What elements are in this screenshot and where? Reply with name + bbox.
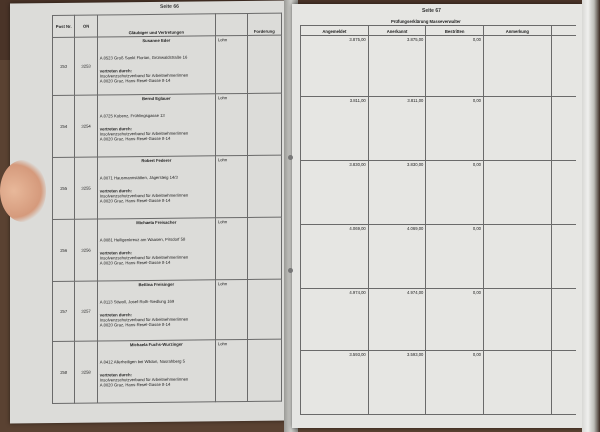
amount-angemeldet: 3.875,00 (301, 36, 369, 97)
header-angemeldet: Angemeldet (301, 26, 369, 36)
right-page-title: Seite 67 (422, 8, 441, 14)
amount-anerkannt: 4.069,00 (368, 225, 426, 289)
amount-angemeldet: 4.069,00 (301, 225, 369, 289)
post-nr: 257 (53, 281, 75, 341)
amount-bestritten: 0,00 (426, 36, 484, 97)
creditor-address: A 8113 Stiwoll, Josef-Roth-Siedlung 169 (99, 298, 175, 305)
creditor-cell (97, 94, 215, 157)
amount-angemeldet: 3.593,00 (301, 351, 369, 415)
amount-anerkannt: 3.830,00 (368, 161, 426, 225)
header-on: ON (75, 15, 97, 37)
creditor-cell (97, 218, 215, 281)
creditor-name: Bettina Freisinger (138, 281, 175, 288)
table-row (301, 289, 577, 351)
right-page (292, 4, 582, 428)
amount-bestritten: 0,00 (426, 351, 484, 415)
creditor-address: A 8081 Heiligenkreuz am Waasen, Pirsdorf 58 (99, 236, 186, 243)
header-post-nr: Post Nr. (53, 15, 75, 37)
creditor-name: Michaela Fuchs-Wurzinger (129, 341, 183, 348)
table-row (301, 225, 577, 289)
representation-label: vertreten durch: (99, 126, 132, 132)
table-row (53, 93, 282, 157)
representative-name: Insolvenzschutzverband für Arbeitnehmer/innen (99, 192, 189, 199)
creditor-address: A 8725 Kobenz, Frühlingsgasse 13 (99, 112, 165, 119)
on-number: 3254 (75, 95, 97, 157)
verification-table (300, 18, 576, 415)
rank-cell: Lohn (215, 155, 247, 217)
header-bestritten: Bestritten (426, 26, 484, 36)
claim-cell (247, 339, 281, 401)
thumb (0, 160, 46, 222)
rank-cell: Lohn (215, 339, 247, 401)
on-number: 3256 (75, 219, 97, 281)
representative-address: A 8020 Graz, Hans-Resel-Gasse 8-14 (99, 259, 171, 266)
creditor-name: Susanne Eder (142, 37, 171, 44)
amount-anerkannt: 3.811,00 (368, 97, 426, 161)
representative-name: Insolvenzschutzverband für Arbeitnehmer/innen (99, 316, 189, 323)
representation-label: vertreten durch: (99, 312, 132, 318)
representation-label: vertreten durch: (99, 188, 132, 194)
amount-anerkannt: 4.974,00 (368, 289, 426, 351)
creditor-table (52, 13, 282, 404)
amount-bestritten: 0,00 (426, 225, 484, 289)
creditor-name: Michaela Freisacher (136, 219, 177, 226)
claim-cell (247, 93, 281, 155)
table-row (301, 36, 577, 97)
creditor-cell (97, 156, 215, 219)
creditor-address: A 8412 Allerheiligen bei Wildon, Nasrahberg 5 (99, 358, 185, 365)
left-page (10, 1, 288, 424)
representation-label: vertreten durch: (99, 250, 132, 256)
rank-cell: Lohn (215, 217, 247, 279)
amount-bestritten: 0,00 (426, 97, 484, 161)
table-row (53, 339, 282, 403)
claim-cell (247, 279, 281, 339)
amount-angemeldet: 4.974,00 (301, 289, 369, 351)
remark-cell (483, 225, 551, 289)
remark-cell (483, 36, 551, 97)
remark-cell (483, 97, 551, 161)
left-page-title: Seite 66 (160, 3, 179, 10)
header-rang (215, 13, 247, 35)
post-nr: 256 (53, 219, 75, 281)
representative-name: Insolvenzschutzverband für Arbeitnehmer/innen (99, 72, 189, 79)
table-row (301, 351, 577, 415)
amount-bestritten: 0,00 (426, 161, 484, 225)
header-anmerkung: Anmerkung (483, 26, 551, 36)
creditor-address: A 8523 Groß Sankt Florian, Grünwaldstraße 16 (99, 54, 188, 61)
table-row (53, 279, 282, 341)
post-nr: 255 (53, 157, 75, 219)
rank-cell: Lohn (215, 279, 247, 339)
representation-label: vertreten durch: (99, 372, 132, 378)
representative-name: Insolvenzschutzverband für Arbeitnehmer/innen (99, 254, 189, 261)
creditor-cell (97, 340, 215, 403)
representative-address: A 8020 Graz, Hans-Resel-Gasse 8-14 (99, 135, 171, 142)
claim-cell (247, 155, 281, 217)
table-row (301, 161, 577, 225)
creditor-cell (97, 36, 215, 95)
claim-cell (247, 35, 281, 93)
rank-cell: Lohn (215, 35, 247, 93)
representative-address: A 8020 Graz, Hans-Resel-Gasse 8-14 (99, 77, 171, 84)
amount-angemeldet: 3.830,00 (301, 161, 369, 225)
representative-address: A 8020 Graz, Hans-Resel-Gasse 8-14 (99, 197, 171, 204)
post-nr: 254 (53, 95, 75, 157)
remark-cell (483, 161, 551, 225)
binding-ring (288, 268, 293, 273)
amount-angemeldet: 3.811,00 (301, 97, 369, 161)
header-anerkannt: Anerkannt (368, 26, 426, 36)
amount-bestritten: 0,00 (426, 289, 484, 351)
amount-anerkannt: 3.593,00 (368, 351, 426, 415)
header-forderung: Forderung (247, 13, 281, 35)
creditor-address: A 8071 Hausmannstätten, Jägersteig 14/3 (99, 174, 178, 181)
page-stack-edge (582, 0, 600, 432)
on-number: 3258 (75, 341, 97, 403)
claim-cell (247, 217, 281, 279)
representative-address: A 8020 Graz, Hans-Resel-Gasse 8-14 (99, 321, 171, 328)
header-pruefungserklaerung: Prüfungserklärung Masseverwalter (390, 19, 461, 24)
amount-anerkannt: 3.875,00 (368, 36, 426, 97)
on-number: 3255 (75, 157, 97, 219)
table-row (53, 217, 282, 281)
representation-label: vertreten durch: (99, 68, 132, 74)
table-row (53, 35, 282, 95)
representative-address: A 8020 Graz, Hans-Resel-Gasse 8-14 (99, 381, 171, 388)
header-glaeubiger: Gläubiger und Vertretungen (97, 14, 215, 37)
table-row (53, 155, 282, 219)
on-number: 3257 (75, 281, 97, 341)
representative-name: Insolvenzschutzverband für Arbeitnehmer/innen (99, 130, 189, 137)
post-nr: 253 (53, 37, 75, 95)
post-nr: 258 (53, 341, 75, 403)
creditor-cell (97, 280, 215, 341)
table-row (301, 97, 577, 161)
on-number: 3253 (75, 37, 97, 95)
remark-cell (483, 289, 551, 351)
binding-ring (288, 155, 293, 160)
remark-cell (483, 351, 551, 415)
creditor-name: Bernd Eglauer (142, 95, 171, 102)
rank-cell: Lohn (215, 93, 247, 155)
creditor-name: Robert Federer (141, 157, 172, 164)
representative-name: Insolvenzschutzverband für Arbeitnehmer/innen (99, 376, 189, 383)
